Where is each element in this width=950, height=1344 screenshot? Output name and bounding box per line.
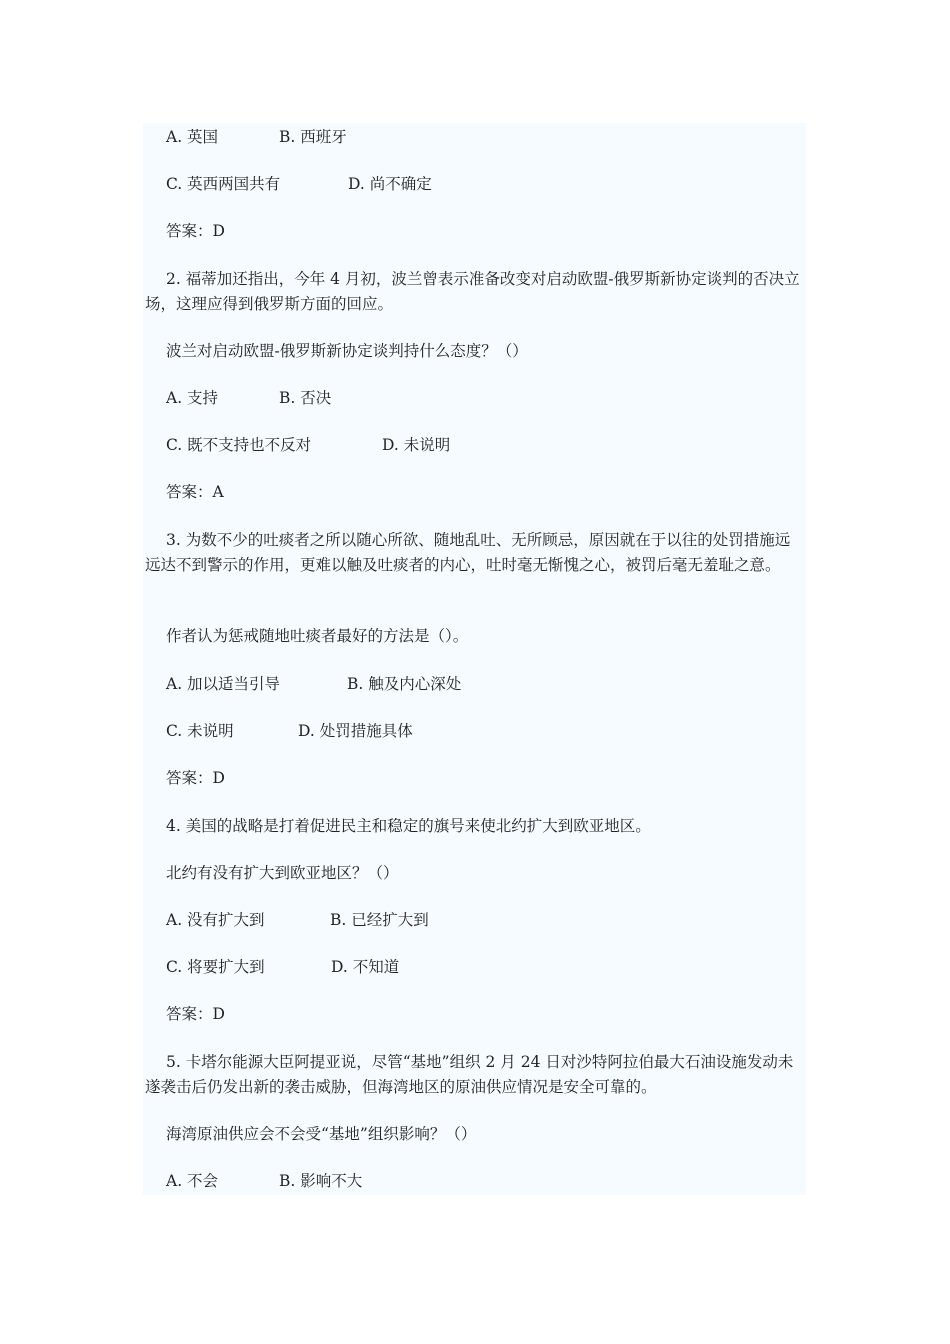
q5-question: 海湾原油供应会不会受“基地”组织影响？（） (166, 1125, 477, 1143)
q4-answer: 答案：D (166, 1005, 225, 1023)
q3-passage: 3. 为数不少的吐痰者之所以随心所欲、随地乱吐、无所顾忌，原因就在于以往的处罚措施远远达不到警示的作用，更难以触及吐痰者的内心，吐时毫无惭愧之心，被罚后毫无羞耻之意。 (145, 531, 791, 574)
q1-option-d: D. 尚不确定 (348, 175, 432, 193)
q2-option-a: A. 支持 (166, 389, 219, 407)
q3-options-cd (166, 719, 413, 743)
q2-options-ab (166, 386, 332, 410)
q1-answer: 答案：D (166, 222, 225, 240)
q1-option-b: B. 西班牙 (279, 128, 347, 146)
q1-options-ab (166, 125, 347, 149)
q1-option-c: C. 英西两国共有 (166, 175, 281, 193)
q2-option-c: C. 既不支持也不反对 (166, 436, 312, 454)
q3-answer: 答案：D (166, 769, 225, 787)
q2-passage: 2. 福蒂加还指出，今年 4 月初，波兰曾表示准备改变对启动欧盟-俄罗斯新协定谈判的否决立场，这理应得到俄罗斯方面的回应。 (145, 270, 800, 313)
q4-passage: 4. 美国的战略是打着促进民主和稳定的旗号来使北约扩大到欧亚地区。 (166, 817, 651, 835)
q3-option-d: D. 处罚措施具体 (298, 722, 413, 740)
q4-option-a: A. 没有扩大到 (166, 911, 265, 929)
q4-option-b: B. 已经扩大到 (330, 911, 429, 929)
q5-options-ab (166, 1169, 363, 1193)
q1-option-a: A. 英国 (166, 128, 219, 146)
q4-options-cd (166, 955, 400, 979)
q3-options-ab (166, 672, 462, 696)
q1-options-cd (166, 172, 432, 196)
q4-options-ab (166, 908, 429, 932)
q2-question: 波兰对启动欧盟-俄罗斯新协定谈判持什么态度？（） (166, 342, 528, 360)
q2-options-cd (166, 433, 451, 457)
q3-option-b: B. 触及内心深处 (347, 675, 462, 693)
q2-option-b: B. 否决 (279, 389, 332, 407)
q3-question: 作者认为惩戒随地吐痰者最好的方法是（）。 (166, 627, 469, 645)
q4-option-c: C. 将要扩大到 (166, 958, 265, 976)
q4-option-d: D. 不知道 (331, 958, 400, 976)
q5-option-a: A. 不会 (166, 1172, 219, 1190)
q2-answer: 答案：A (166, 483, 224, 501)
q2-option-d: D. 未说明 (382, 436, 451, 454)
q4-question: 北约有没有扩大到欧亚地区？（） (166, 864, 399, 882)
q5-passage: 5. 卡塔尔能源大臣阿提亚说，尽管“基地”组织 2 月 24 日对沙特阿拉伯最大石油设施发动未遂袭击后仍发出新的袭击威胁，但海湾地区的原油供应情况是安全可靠的。 (145, 1053, 794, 1096)
q3-option-c: C. 未说明 (166, 722, 234, 740)
q3-option-a: A. 加以适当引导 (166, 675, 281, 693)
q5-option-b: B. 影响不大 (279, 1172, 363, 1190)
